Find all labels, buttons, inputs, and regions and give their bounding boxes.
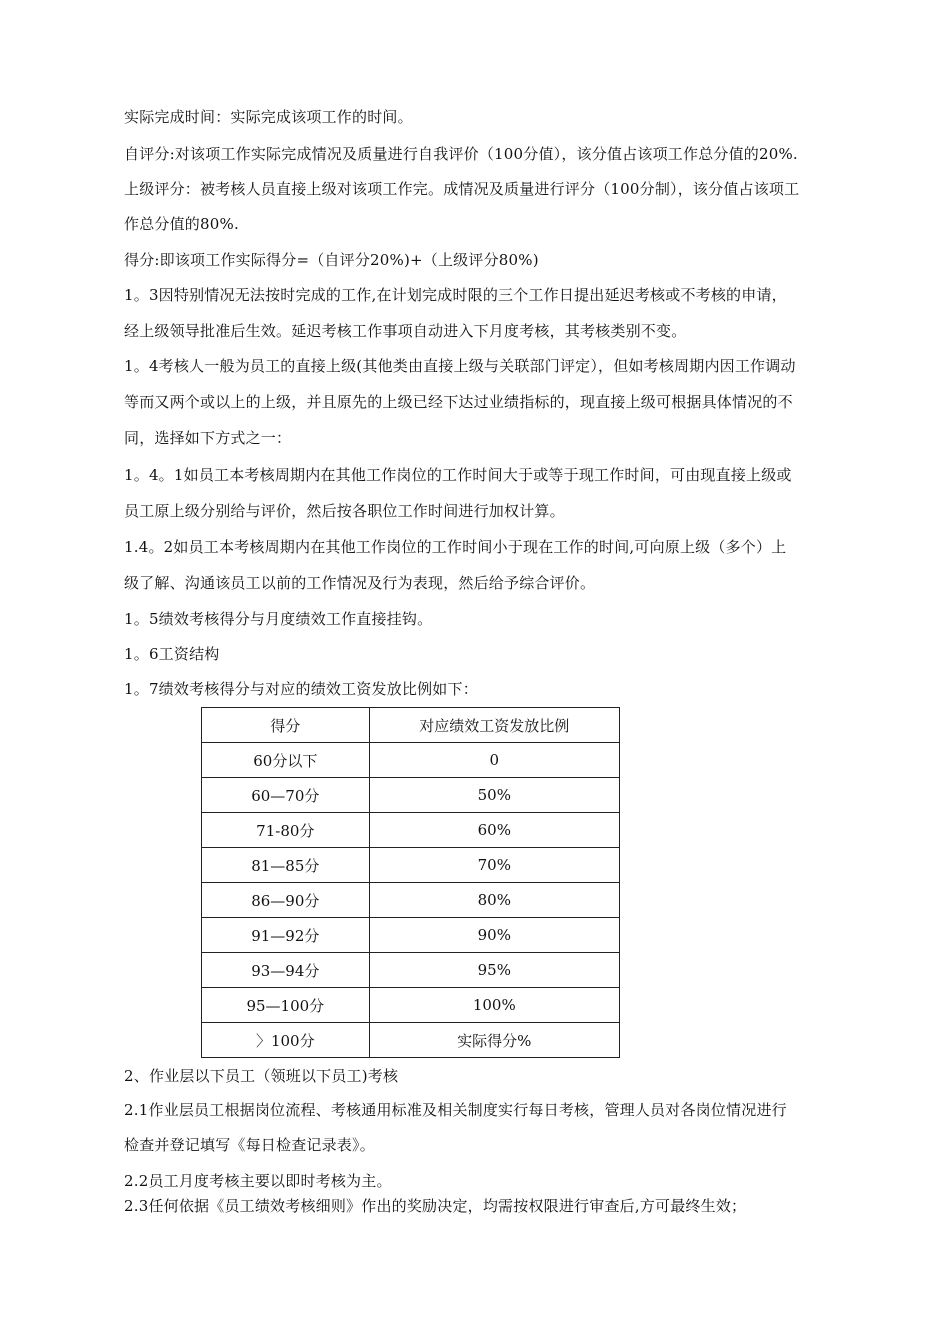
table-cell-score: 91—92分 <box>202 918 370 953</box>
table-cell-ratio: 0 <box>369 743 619 778</box>
table-cell-score: 81—85分 <box>202 848 370 883</box>
text-line: 2.1作业层员工根据岗位流程、考核通用标准及相关制度实行每日考核，管理人员对各岗位情况进行 <box>124 1101 787 1119</box>
table-cell-ratio: 50% <box>369 778 619 813</box>
text-line: 上级评分：被考核人员直接上级对该项工作完。成情况及质量进行评分（100分制），该分值占该项工 <box>124 180 800 198</box>
table-cell-score: 95—100分 <box>202 988 370 1023</box>
text-line: 1。3因特别情况无法按时完成的工作,在计划完成时限的三个工作日提出延迟考核或不考核的申请， <box>124 286 787 304</box>
column-header-ratio: 对应绩效工资发放比例 <box>369 708 619 743</box>
text-line: 作总分值的80%. <box>124 215 239 233</box>
text-line: 1。5绩效考核得分与月度绩效工作直接挂钩。 <box>124 610 433 628</box>
text-line: 同，选择如下方式之一： <box>124 429 292 447</box>
text-line: 1。6工资结构 <box>124 645 220 663</box>
table-row <box>202 1023 620 1058</box>
table-row <box>202 743 620 778</box>
text-line: 2.3任何依据《员工绩效考核细则》作出的奖励决定，均需按权限进行审查后,方可最终生效； <box>124 1197 747 1215</box>
text-line: 经上级领导批准后生效。延迟考核工作事项自动进入下月度考核，其考核类别不变。 <box>124 322 687 340</box>
table-header-row <box>202 708 620 743</box>
column-header-score: 得分 <box>202 708 370 743</box>
text-line: 员工原上级分别给与评价，然后按各职位工作时间进行加权计算。 <box>124 502 565 520</box>
text-line: 1。7绩效考核得分与对应的绩效工资发放比例如下： <box>124 680 478 698</box>
text-line: 等而又两个或以上的上级，并且原先的上级已经下达过业绩指标的，现直接上级可根据具体情况的不 <box>124 393 793 411</box>
table-cell-ratio: 70% <box>369 848 619 883</box>
table-row <box>202 848 620 883</box>
table-cell-ratio: 60% <box>369 813 619 848</box>
text-line: 1.4。2如员工本考核周期内在其他工作岗位的工作时间小于现在工作的时间,可向原上级（多个）上 <box>124 538 787 556</box>
text-line: 级了解、沟通该员工以前的工作情况及行为表现，然后给予综合评价。 <box>124 574 596 592</box>
score-ratio-table <box>201 707 620 1058</box>
table-row <box>202 953 620 988</box>
table-cell-ratio: 90% <box>369 918 619 953</box>
text-line: 2.2员工月度考核主要以即时考核为主。 <box>124 1172 392 1190</box>
table-row <box>202 778 620 813</box>
table-row <box>202 883 620 918</box>
table-row <box>202 988 620 1023</box>
section-heading: 2、作业层以下员工（领班以下员工)考核 <box>124 1067 399 1085</box>
text-line: 1。4。1如员工本考核周期内在其他工作岗位的工作时间大于或等于现工作时间，可由现直接上级或 <box>124 466 792 484</box>
table-cell-ratio: 100% <box>369 988 619 1023</box>
text-line: 实际完成时间：实际完成该项工作的时间。 <box>124 108 413 126</box>
table-cell-ratio: 95% <box>369 953 619 988</box>
table-cell-score: 60—70分 <box>202 778 370 813</box>
table-cell-score: 〉100分 <box>202 1023 370 1058</box>
table-row <box>202 813 620 848</box>
text-line: 检查并登记填写《每日检查记录表》。 <box>124 1136 375 1154</box>
text-line: 得分:即该项工作实际得分=（自评分20%)+（上级评分80%) <box>124 251 539 269</box>
text-line: 自评分:对该项工作实际完成情况及质量进行自我评价（100分值），该分值占该项工作总分值的20%. <box>124 145 798 163</box>
table-cell-score: 86—90分 <box>202 883 370 918</box>
table-row <box>202 918 620 953</box>
table-cell-score: 71-80分 <box>202 813 370 848</box>
table-cell-ratio: 实际得分% <box>369 1023 619 1058</box>
text-line: 1。4考核人一般为员工的直接上级(其他类由直接上级与关联部门评定），但如考核周期内因工作调动 <box>124 357 796 375</box>
table-cell-ratio: 80% <box>369 883 619 918</box>
table-cell-score: 60分以下 <box>202 743 370 778</box>
table-cell-score: 93—94分 <box>202 953 370 988</box>
